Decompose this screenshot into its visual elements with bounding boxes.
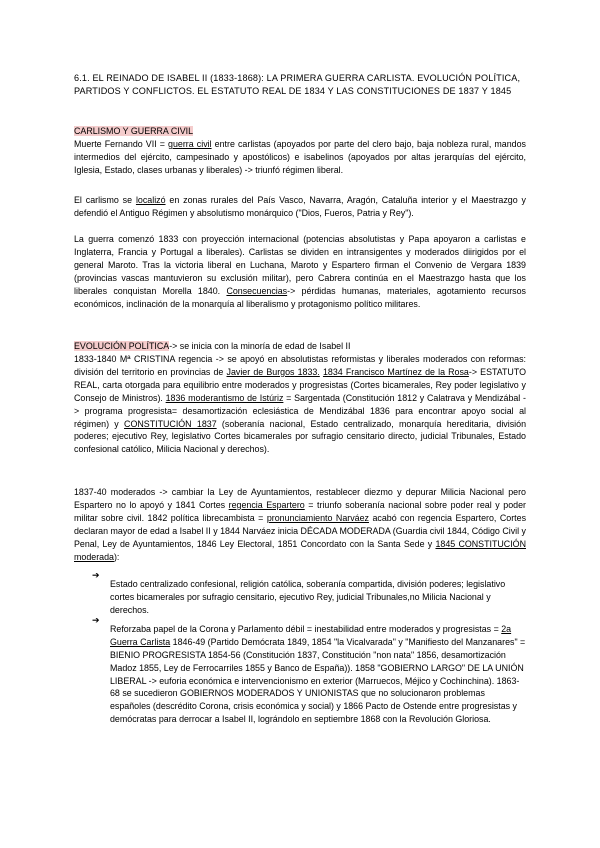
text-run: = triunfo soberanía nacional sobre poder real y poder militar sobre civil. 1842 política librecambista =	[74, 499, 526, 523]
underlined-term: 1836 moderantismo de Istúriz	[165, 392, 284, 403]
underlined-term: localizó	[135, 195, 166, 205]
section-heading-evolucion	[74, 340, 526, 353]
underlined-term: 2a Guerra Carlista	[110, 623, 512, 647]
text-run: El carlismo se	[74, 195, 136, 205]
arrow-bullet-icon: ➔	[92, 615, 100, 625]
heading-tail: -> se inicia con la minoría de edad de Isabel II	[169, 341, 351, 351]
underlined-term: 1845 CONSTITUCIÓN moderada	[74, 538, 526, 562]
paragraph-guerra	[74, 233, 526, 310]
underlined-term: Javier de Burgos 1833.	[226, 366, 320, 377]
text-run: Muerte Fernando VII =	[74, 139, 169, 149]
text-run: -> pérdidas humanas, materiales, agotamiento recursos económicos, inclinación de la monarquía al liberalismo y protagonismo político militares.	[74, 285, 526, 309]
paragraph-moderados	[74, 486, 526, 563]
text-run: 1837-40 moderados -> cambiar la Ley de Ayuntamientos, restablecer diezmo y depurar Milicia Nacional pero Espartero no lo apoyó y 1841 Cortes	[74, 487, 526, 510]
text-run: 1846-49 (Partido Demócrata 1849, 1854 "la Vicalvarada" y "Manifiesto del Manzanares" = BIENIO PROGRESISTA 1854-56 (Constitución 1837, Constitución "non nata" 1856, desamortización Madoz 1855, Ley de Ferrocarriles 1855 y Banco de España)). 1858 "GOBIERNO LARGO" DE LA UNIÓN LIBERAL -> euforia económica e intervencionismo en exterior (Marruecos, Méjico y Cochinchina). 1863-68 se sucedieron GOBIERNOS MODERADOS Y UNIONISTAS que no solucionaron problemas españoles (descrédito Corona, crisis económica y social) y 1866 Pacto de Ostende entre progresistas y demócratas para derrocar a Isabel II, lográndolo en septiembre 1868 con la Revolución Gloriosa.	[110, 636, 526, 725]
paragraph-guerra-civil	[74, 138, 526, 177]
arrow-bullet-icon: ➔	[92, 570, 100, 580]
list-item-text: Estado centralizado confesional, religión católica, soberanía compartida, división poderes; legislativo cortes bicamerales por sufragio censitario, ejecutivo Rey, judicial Tribunales,no Milicia Nacional y derechos.	[110, 578, 506, 615]
list-item	[92, 614, 526, 735]
underlined-term: 1834 Francisco Martínez de la Rosa	[322, 366, 469, 377]
paragraph-localizacion	[74, 194, 526, 220]
page-title	[74, 72, 526, 98]
underlined-term: guerra civil	[168, 139, 212, 149]
heading-evolucion-text: EVOLUCIÓN POLÍTICA	[74, 341, 170, 351]
text-run: -> ESTATUTO REAL, carta otorgada para equilibrio entre moderados y progresistas (Cortes bicamerales, Rey poder legislativo y Consejo de Ministros).	[74, 366, 527, 403]
text-run: = Sargentada (Constitución 1812 y Calatrava y Mendizábal -> programa progresista= desamortización eclesiástica de Mendizábal 1836 para encontrar apoyo social al régimen) y	[74, 392, 526, 429]
underlined-term: regencia Espartero	[228, 499, 305, 510]
underlined-term: CONSTITUCIÓN 1837	[124, 418, 217, 429]
underlined-term: pronunciamiento Narváez	[266, 512, 369, 523]
title-text: 6.1. EL REINADO DE ISABEL II (1833-1868): LA PRIMERA GUERRA CARLISTA. EVOLUCIÓN POLÍTICA, PARTIDOS Y CONFLICTOS. EL ESTATUTO REAL DE 1834 Y LAS CONSTITUCIONES DE 1837 Y 1845	[74, 73, 521, 96]
text-run: Reforzaba papel de la Corona y Parlamento débil = inestabilidad entre moderados y progresistas =	[110, 623, 502, 634]
paragraph-regencia-cristina	[74, 353, 526, 456]
text-run: (soberanía nacional, Estado centralizado, monarquía hereditaria, división poderes; ejecutivo Rey, legislativo Cortes bicamerales por sufragio censitario directo, judicial Tribunales, Estado confesional católico, Milicia Nacional y derechos).	[74, 418, 526, 455]
heading-carlismo-text: CARLISMO Y GUERRA CIVIL	[74, 126, 194, 136]
text-run: entre carlistas (apoyados por parte del clero bajo, baja nobleza rural, mandos intermedios del ejército, campesinado y apostólicos) e isabelinos (apoyados por altas jerarquías del ejército, Iglesia, Estado, clases urbanas y liberales) -> triunfó régimen liberal.	[74, 139, 526, 175]
text-run: ):	[113, 551, 120, 562]
text-run: en zonas rurales del País Vasco, Navarra, Aragón, Cataluña interior y el Maestrazgo y defendió el Antiguo Régimen y absolutismo monárquico ("Dios, Fueros, Patria y Rey").	[74, 195, 526, 218]
text-run: 1833-1840 Mª CRISTINA regencia -> se apoyó en absolutistas reformistas y liberales moderados con reformas: división del territorio en provincias de	[74, 354, 526, 377]
underlined-term: Consecuencias	[226, 285, 288, 296]
text-run: acabó con regencia Espartero, Cortes declaran mayor de edad a Isabel II y 1844 Narváez inicia DÉCADA MODERADA (Guardia civil 1844, Código Civil y Penal, Ley de Ayuntamientos, 1846 Ley Electoral, 1851 Concordato con la Santa Sede y	[74, 512, 527, 549]
section-heading-carlismo	[74, 125, 526, 138]
list-item-text	[110, 623, 526, 726]
text-run: La guerra comenzó 1833 con proyección internacional (potencias absolutistas y Papa apoyaron a carlistas e Inglaterra, Francia y Portugal a liberales). Carlistas se dividen en intransigentes y moderados diirigidos por el general Maroto. Tras la victoria liberal en Luchana, Maroto y Espartero firman el Convenio de Vergara 1839 (provincias vascas mantuvieron su exclusión militar), pero Cabrera continúa en el Maestrazgo hasta que los liberales conquistan Morella 1840.	[74, 234, 526, 296]
